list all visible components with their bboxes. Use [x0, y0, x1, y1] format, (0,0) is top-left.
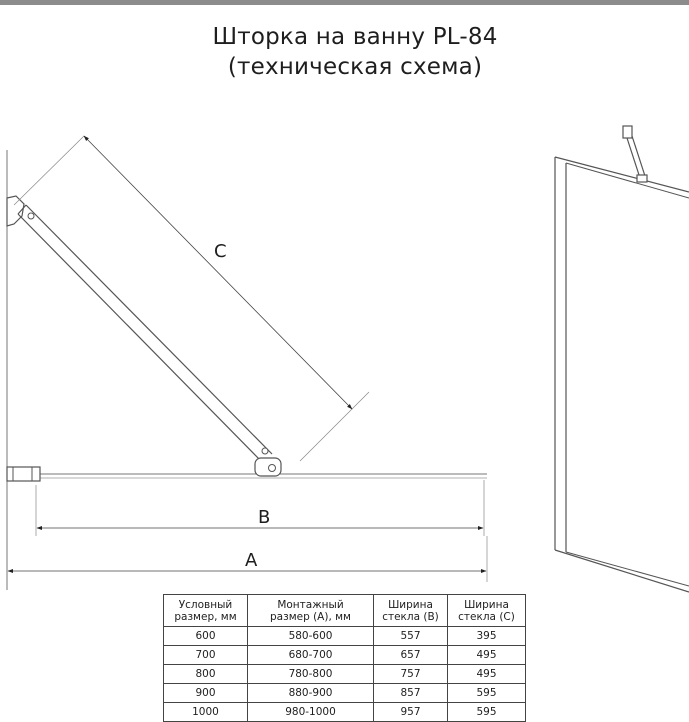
table-cell: 900: [164, 684, 248, 703]
table-cell: 757: [374, 665, 448, 684]
table-row: [164, 703, 526, 722]
table-cell: 800: [164, 665, 248, 684]
table-cell: 495: [448, 646, 526, 665]
header-glass-width-c: Ширина стекла (С): [448, 595, 526, 627]
table-row: [164, 665, 526, 684]
table-cell: 600: [164, 627, 248, 646]
table-cell: 595: [448, 684, 526, 703]
dimension-b: [36, 480, 484, 536]
table-cell: 680-700: [248, 646, 374, 665]
hinge: [255, 448, 281, 476]
glass-panel-c: [18, 205, 272, 462]
stabilizer-bar: [623, 126, 647, 182]
top-view: [7, 136, 487, 590]
sizes-table: [163, 594, 526, 722]
table-cell: 780-800: [248, 665, 374, 684]
header-mounting-size: Монтажный размер (А), мм: [248, 595, 374, 627]
table-cell: 700: [164, 646, 248, 665]
table-cell: 557: [374, 627, 448, 646]
table-cell: 880-900: [248, 684, 374, 703]
dimension-a-label: A: [245, 550, 258, 571]
table-cell: 857: [374, 684, 448, 703]
header-glass-width-b: Ширина стекла (В): [374, 595, 448, 627]
front-view: [555, 126, 689, 592]
table-cell: 395: [448, 627, 526, 646]
wall-profile: [7, 467, 40, 481]
dimension-c: [14, 136, 369, 461]
table-cell: 580-600: [248, 627, 374, 646]
header-nominal-size: Условный размер, мм: [164, 595, 248, 627]
dimension-c-label: C: [214, 241, 227, 262]
front-glass-panel: [555, 157, 689, 592]
table-cell: 657: [374, 646, 448, 665]
table-cell: 1000: [164, 703, 248, 722]
dimension-a: [8, 536, 487, 582]
title-line-2: (техническая схема): [227, 54, 483, 80]
table-cell: 595: [448, 703, 526, 722]
table-row: [164, 646, 526, 665]
table-header-row: [164, 595, 526, 627]
dimension-b-label: B: [258, 507, 271, 528]
table-row: [164, 684, 526, 703]
table-cell: 495: [448, 665, 526, 684]
table-cell: 980-1000: [248, 703, 374, 722]
table-cell: 957: [374, 703, 448, 722]
title-line-1: Шторка на ванну PL-84: [212, 24, 498, 50]
table-row: [164, 627, 526, 646]
